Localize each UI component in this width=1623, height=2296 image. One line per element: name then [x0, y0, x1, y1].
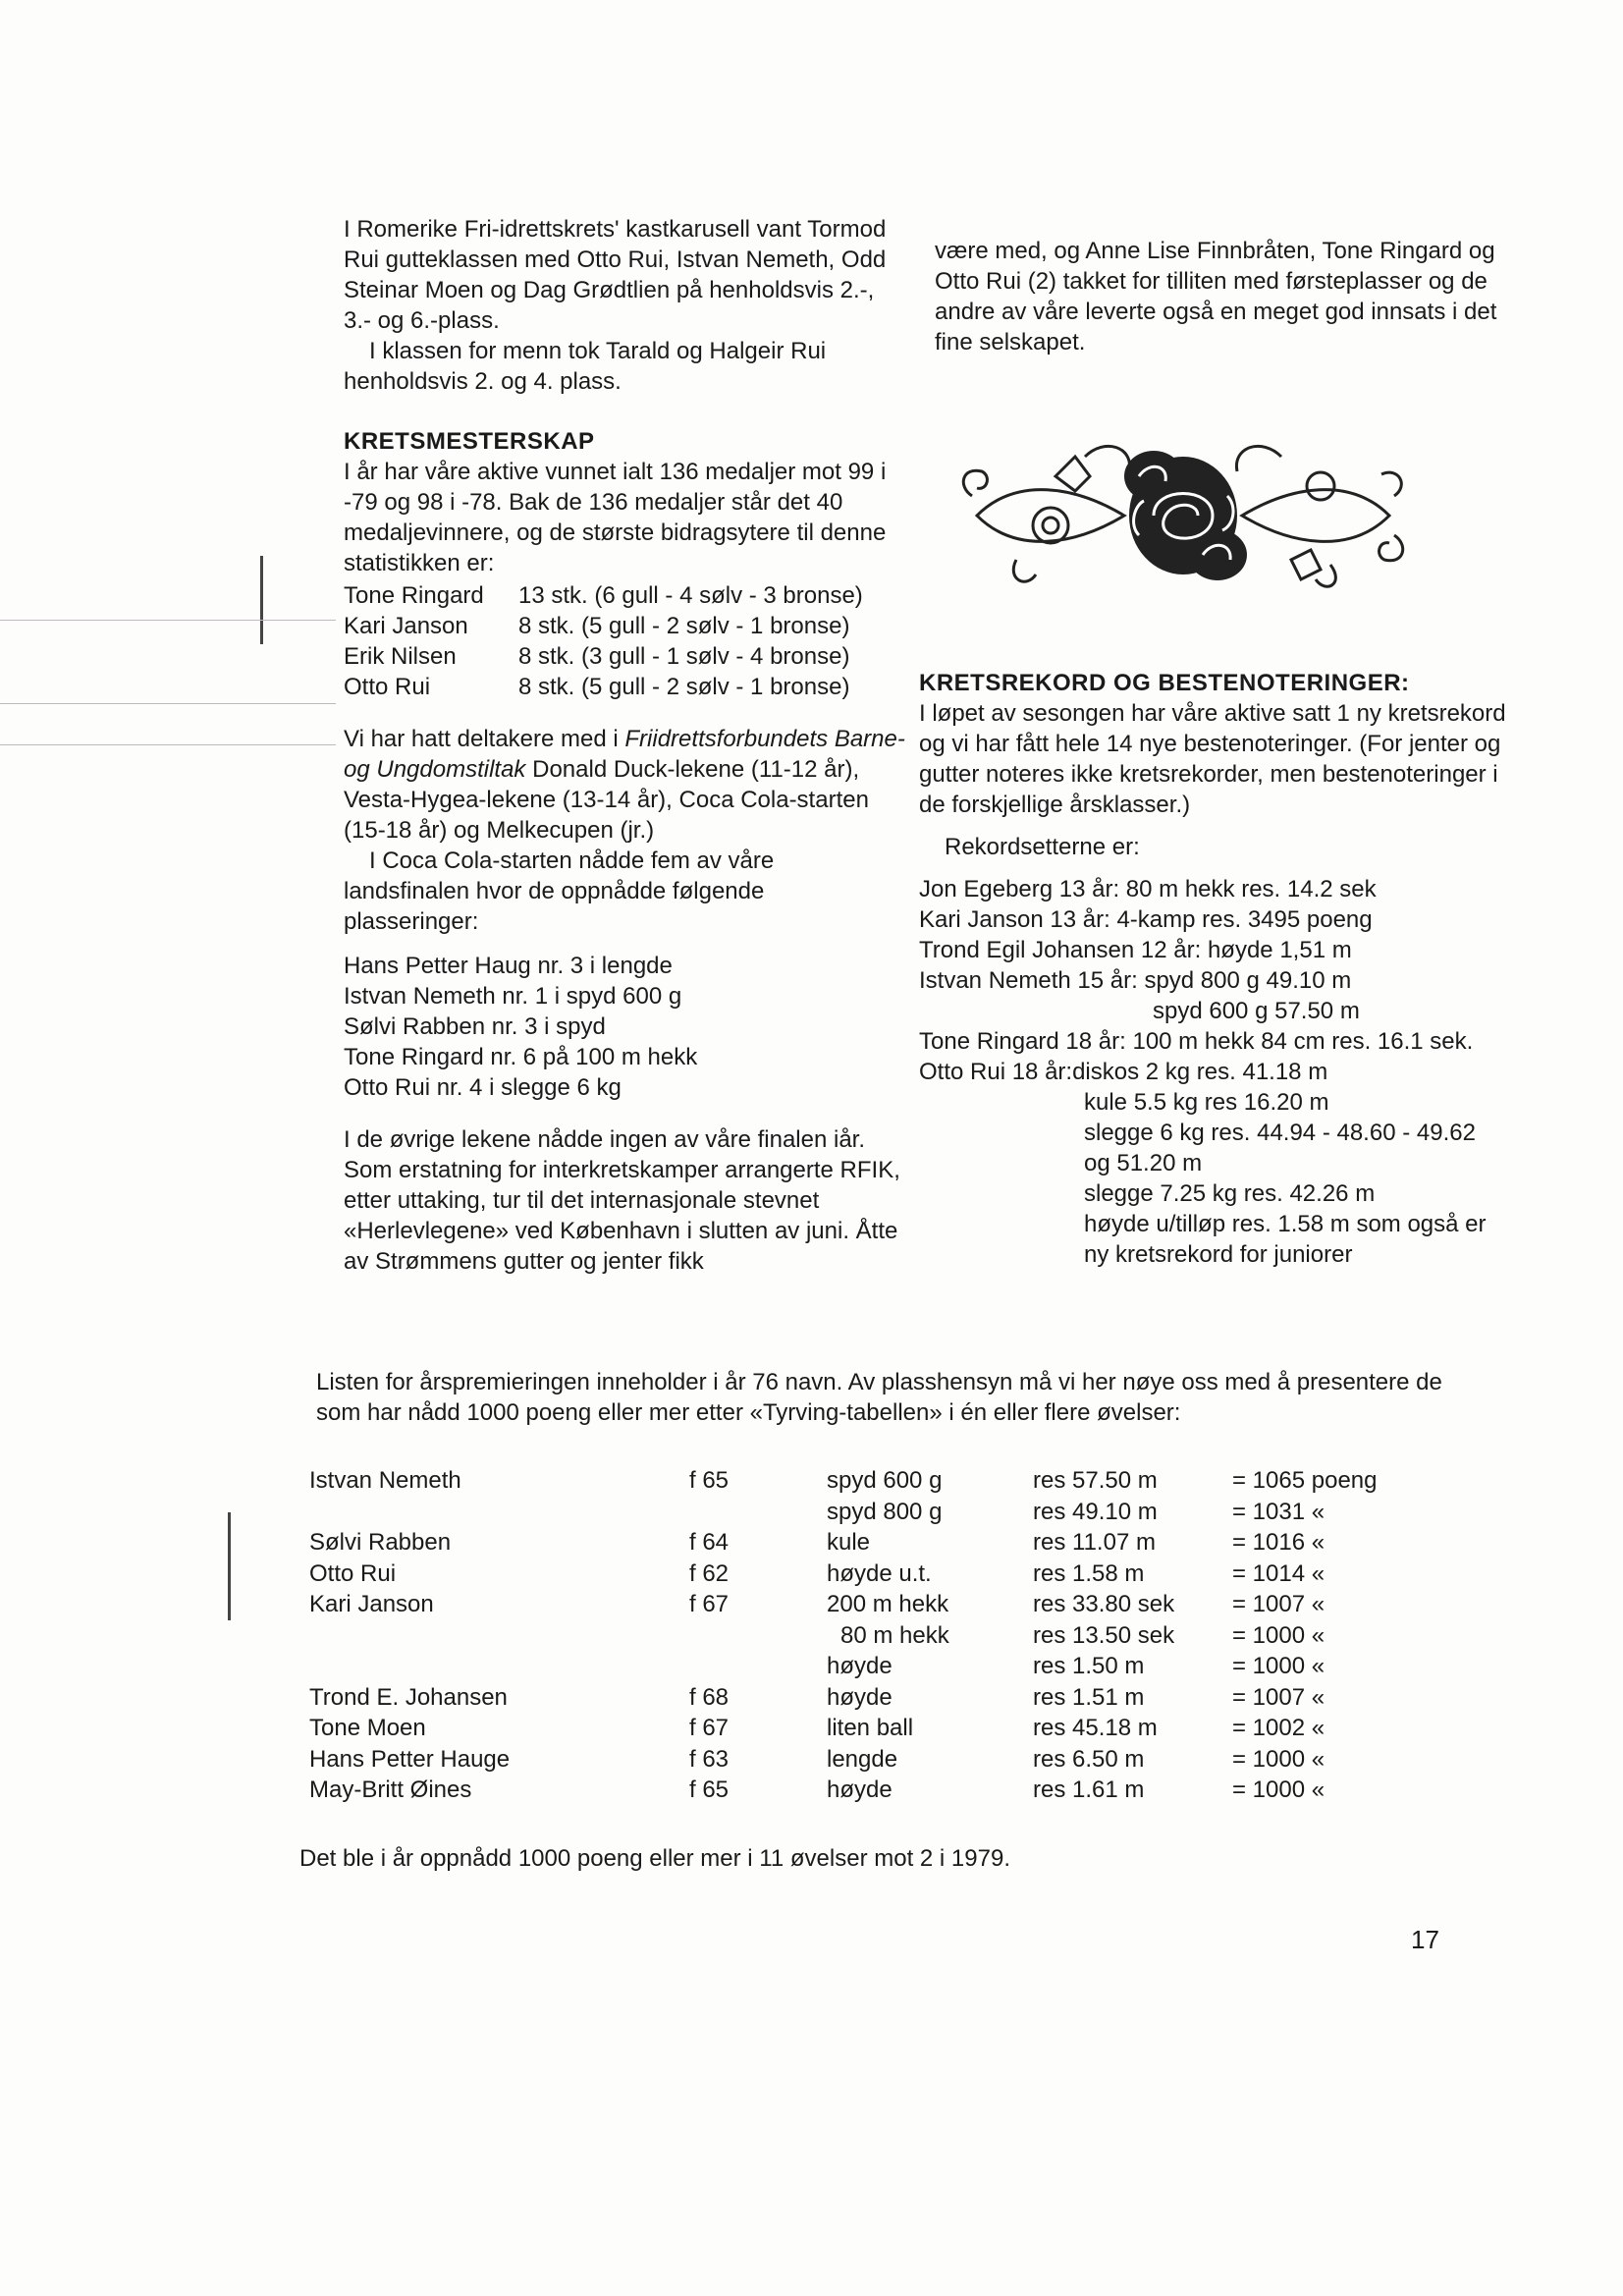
table-cell-points: = 1002 «	[1232, 1715, 1325, 1741]
table-cell-name	[309, 1497, 510, 1528]
table-cell-name: Hans Petter Hauge	[309, 1745, 511, 1773]
table-cell-points: = 1014 «	[1232, 1559, 1325, 1587]
table-cell-points: = 1007 «	[1232, 1683, 1325, 1711]
table-cell-result: res 57.50 m	[1033, 1467, 1158, 1494]
table-cell-points: = 1000 «	[1232, 1621, 1325, 1649]
table-cell-result: res 49.10 m	[1033, 1498, 1158, 1525]
table-cell-name: Tone Moen	[309, 1715, 426, 1741]
scan-mark	[260, 556, 263, 644]
table-cell-points: = 1000 «	[1232, 1653, 1325, 1679]
table-cell-name	[309, 1620, 510, 1652]
left-column	[344, 214, 905, 1277]
right-column-top	[935, 236, 1502, 357]
scan-line	[0, 620, 336, 621]
record-item: Istvan Nemeth 15 år: spyd 800 g 49.10 m	[919, 967, 1352, 994]
placement-list	[344, 951, 905, 1103]
scan-mark	[228, 1512, 231, 1620]
medalist-row	[344, 672, 905, 702]
table-column-points	[1232, 1465, 1377, 1806]
table-cell-event: spyd 600 g	[827, 1467, 943, 1494]
medalist-count: 13 stk. (6 gull - 4 sølv - 3 bronse)	[518, 582, 863, 609]
table-cell-result: res 1.58 m	[1033, 1559, 1145, 1587]
table-cell-year: f 65	[689, 1777, 730, 1803]
record-item: Otto Rui 18 år:diskos 2 kg res. 41.18 m	[919, 1059, 1328, 1085]
scan-line	[0, 703, 336, 704]
record-item: høyde u/tilløp res. 1.58 m som også er ny kretsrekord for juniorer	[1084, 1211, 1487, 1268]
right-column-records	[919, 668, 1508, 1270]
medalist-row	[344, 580, 905, 611]
placement-item: Hans Petter Haug nr. 3 i lengde	[344, 953, 673, 979]
table-cell-points: = 1000 «	[1232, 1777, 1325, 1803]
deltakere-text-end: Donald Duck-lekene (11-12 år), Vesta-Hygea-lekene (13-14 år), Coca Cola-starten (15-18 år) og Melkecupen (jr.)	[344, 756, 869, 844]
table-cell-result: res 6.50 m	[1033, 1745, 1145, 1773]
table-cell-name	[309, 1651, 510, 1682]
page-number: 17	[1411, 1925, 1439, 1954]
placement-item: Otto Rui nr. 4 i slegge 6 kg	[344, 1074, 622, 1101]
table-cell-year: f 68	[689, 1683, 730, 1711]
table-cell-event: høyde	[827, 1777, 893, 1803]
table-cell-year: f 67	[689, 1715, 730, 1741]
placement-item: Istvan Nemeth nr. 1 i spyd 600 g	[344, 983, 682, 1010]
table-cell-event: kule	[827, 1529, 871, 1556]
table-cell-result: res 1.50 m	[1033, 1653, 1145, 1679]
table-cell-result: res 11.07 m	[1033, 1529, 1156, 1556]
table-column-names	[309, 1465, 510, 1806]
table-cell-result: res 1.51 m	[1033, 1683, 1145, 1711]
table-cell-result: res 13.50 sek	[1033, 1621, 1175, 1649]
record-item: kule 5.5 kg res 16.20 m	[1084, 1089, 1329, 1116]
medalist-count: 8 stk. (5 gull - 2 sølv - 1 bronse)	[518, 613, 850, 639]
record-item: slegge 6 kg res. 44.94 - 48.60 - 49.62 og 51.20 m	[1084, 1120, 1476, 1176]
table-cell-points: = 1016 «	[1232, 1529, 1325, 1556]
record-item: spyd 600 g 57.50 m	[1153, 998, 1360, 1024]
table-cell-event: liten ball	[827, 1715, 914, 1741]
table-cell-result: res 1.61 m	[1033, 1777, 1145, 1803]
rekordsetterne-label: Rekordsetterne er:	[945, 834, 1140, 860]
scan-line	[0, 744, 336, 745]
kretsmesterskap-heading: KRETSMESTERSKAP	[344, 428, 595, 455]
table-cell-result: res 33.80 sek	[1033, 1591, 1175, 1617]
kretsrekord-heading: KRETSREKORD OG BESTENOTERINGER:	[919, 670, 1410, 696]
medalist-name: Tone Ringard	[344, 582, 484, 609]
medalist-name: Otto Rui	[344, 674, 431, 700]
table-cell-year: f 63	[689, 1745, 730, 1773]
medalist-name: Kari Janson	[344, 613, 468, 639]
kretsrekord-paragraph: I løpet av sesongen har våre aktive satt 1 ny kretsrekord og vi har fått hele 14 nye bestenoteringer. (For jenter og gutter noteres ikke kretsrekorder, men bestenoteringer i de forskjellige årsklasser.)	[919, 700, 1506, 818]
deltakere-text-start: Vi har hatt deltakere med i	[344, 726, 625, 752]
medalist-row	[344, 611, 905, 641]
table-cell-name: Istvan Nemeth	[309, 1467, 461, 1494]
table-cell-name: May-Britt Øines	[309, 1777, 472, 1803]
medalist-row	[344, 641, 905, 672]
table-cell-name: Otto Rui	[309, 1559, 397, 1587]
placement-item: Tone Ringard nr. 6 på 100 m hekk	[344, 1044, 698, 1070]
record-item: Tone Ringard 18 år: 100 m hekk 84 cm res. 16.1 sek.	[919, 1028, 1474, 1055]
table-cell-points: = 1000 «	[1232, 1745, 1325, 1773]
table-cell-event: høyde	[827, 1683, 893, 1711]
table-cell-year	[689, 1620, 729, 1652]
table-cell-event: 200 m hekk	[827, 1591, 949, 1617]
deltakere-text-italic: Friidrettsforbundets Barne- og Ungdomstiltak	[344, 726, 905, 783]
table-cell-year: f 67	[689, 1591, 730, 1617]
table-cell-year	[689, 1651, 729, 1682]
medalist-count: 8 stk. (3 gull - 1 sølv - 4 bronse)	[518, 643, 850, 670]
record-list	[919, 874, 1508, 1270]
summary-line: Det ble i år oppnådd 1000 poeng eller mer i 11 øvelser mot 2 i 1979.	[299, 1845, 1010, 1872]
table-cell-points: = 1007 «	[1232, 1591, 1325, 1617]
medalist-name: Erik Nilsen	[344, 643, 457, 670]
table-cell-result: res 45.18 m	[1033, 1715, 1158, 1741]
medalist-list	[344, 580, 905, 702]
record-item: slegge 7.25 kg res. 42.26 m	[1084, 1180, 1376, 1207]
table-cell-year	[689, 1497, 729, 1528]
kretsmesterskap-text: I år har våre aktive vunnet ialt 136 medaljer mot 99 i -79 og 98 i -78. Bak de 136 medaljer står det 40 medaljevinnere, og de største bidragsytere til denne statistikken er:	[344, 459, 887, 576]
table-cell-event: høyde	[827, 1653, 893, 1679]
table-cell-name: Sølvi Rabben	[309, 1529, 452, 1556]
table-cell-event: lengde	[827, 1745, 898, 1773]
table-cell-event: høyde u.t.	[827, 1559, 932, 1587]
record-item: Jon Egeberg 13 år: 80 m hekk res. 14.2 sek	[919, 876, 1377, 902]
intro-paragraph: I Romerike Fri-idrettskrets' kastkarusell vant Tormod Rui gutteklassen med Otto Rui, Istvan Nemeth, Odd Steinar Moen og Dag Grødtlien på henholdsvis 2.-, 3.- og 6.-plass.	[344, 216, 887, 334]
table-cell-event: 80 m hekk	[840, 1621, 949, 1649]
continuation-paragraph: være med, og Anne Lise Finnbråten, Tone Ringard og Otto Rui (2) takket for tilliten med førsteplasser og de andre av våre leverte også en meget god innsats i det fine selskapet.	[935, 238, 1497, 355]
placement-item: Sølvi Rabben nr. 3 i spyd	[344, 1013, 606, 1040]
table-cell-name: Trond E. Johansen	[309, 1683, 508, 1711]
intro-paragraph-2: I klassen for menn tok Tarald og Halgeir Rui henholdsvis 2. og 4. plass.	[344, 338, 827, 395]
ovrige-paragraph: I de øvrige lekene nådde ingen av våre finalen iår. Som erstatning for interkretskamper arrangerte RFIK, etter uttaking, tur til det internasjonale stevnet «Herlevlegene» ved København i slutten av juni. Åtte av Strømmens gutter og jenter fikk	[344, 1126, 900, 1275]
table-column-results	[1033, 1465, 1174, 1806]
table-cell-points: = 1031 «	[1232, 1498, 1325, 1525]
table-cell-name: Kari Janson	[309, 1591, 434, 1617]
table-cell-year: f 65	[689, 1467, 730, 1494]
points-table	[304, 1465, 1404, 1819]
table-column-events	[827, 1465, 949, 1806]
liste-paragraph: Listen for årspremieringen inneholder i år 76 navn. Av plasshensyn må vi her nøye oss med å presentere de som har nådd 1000 poeng eller mer etter «Tyrving-tabellen» i én eller flere øvelser:	[316, 1369, 1442, 1426]
medalist-count: 8 stk. (5 gull - 2 sølv - 1 bronse)	[518, 674, 850, 700]
table-cell-year: f 64	[689, 1529, 730, 1556]
table-cell-year: f 62	[689, 1559, 730, 1587]
rose-flourish-icon	[957, 417, 1409, 614]
coca-cola-paragraph: I Coca Cola-starten nådde fem av våre landsfinalen hvor de oppnådde følgende plasseringer:	[344, 847, 775, 935]
summary-block	[299, 1843, 1429, 1874]
record-item: Kari Janson 13 år: 4-kamp res. 3495 poeng	[919, 906, 1373, 933]
table-cell-event: spyd 800 g	[827, 1498, 943, 1525]
table-column-years	[689, 1465, 729, 1806]
record-item: Trond Egil Johansen 12 år: høyde 1,51 m	[919, 937, 1352, 963]
liste-paragraph-block	[316, 1367, 1475, 1428]
deltakere-paragraph	[344, 724, 905, 846]
table-cell-points: = 1065 poeng	[1232, 1467, 1378, 1494]
